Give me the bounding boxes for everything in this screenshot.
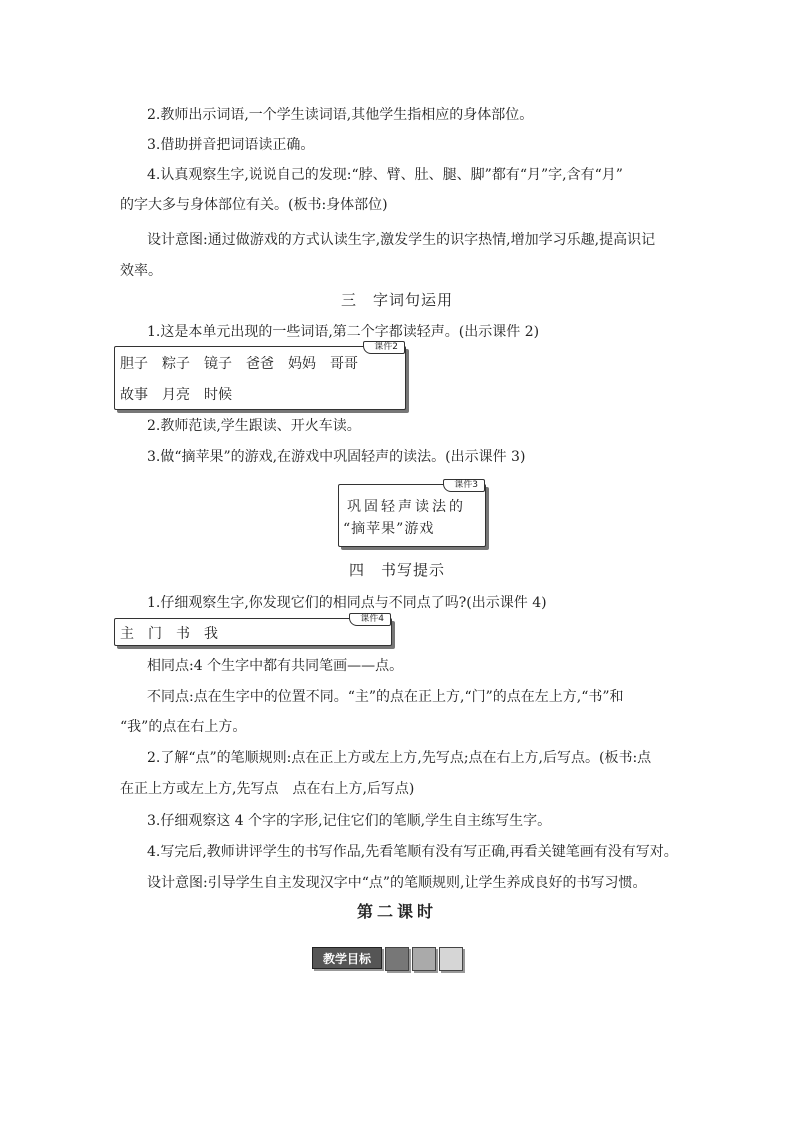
step-4-text-line1: 4.认真观察生字,说说自己的发现:“脖、臂、肚、腿、脚”都有“月”字,含有“月” <box>147 167 623 183</box>
step-2-text: 2.教师出示词语,一个学生读词语,其他学生指相应的身体部位。 <box>147 107 534 123</box>
diff-point-text-line2: “我”的点在右上方。 <box>120 719 247 735</box>
same-point-text: 相同点:4 个生字中都有共同笔画——点。 <box>147 658 404 674</box>
word-item: 镜子 <box>204 356 232 372</box>
step-4-text-line2: 的字大多与身体部位有关。(板书:身体部位) <box>120 197 388 213</box>
s3-step-3-text: 3.做“摘苹果”的游戏,在游戏中巩固轻声的读法。(出示课件 3) <box>147 449 526 465</box>
section-banner <box>312 947 463 969</box>
courseware-3-box <box>338 480 486 547</box>
s4-step-2-text-line2: 在正上方或左上方,先写点 点在右上方,后写点) <box>120 781 415 797</box>
word-item: 爸爸 <box>246 356 274 372</box>
courseware-3-tag: 课件3 <box>443 479 485 492</box>
banner-square-dark <box>385 947 409 971</box>
courseware-2-box <box>114 342 406 410</box>
word-item: 月亮 <box>162 387 190 403</box>
word-item: 妈妈 <box>288 356 316 372</box>
word-item: 时候 <box>204 387 232 403</box>
s4-design-intent-text: 设计意图:引导学生自主发现汉字中“点”的笔顺规则,让学生养成良好的书写习惯。 <box>147 875 647 891</box>
design-intent-text-line1: 设计意图:通过做游戏的方式认读生字,激发学生的识字热情,增加学习乐趣,提高识记 <box>147 232 656 248</box>
word-row-2 <box>120 384 246 404</box>
courseware-4-box <box>114 614 392 646</box>
word-item: 粽子 <box>162 356 190 372</box>
lesson-title: 第二课时 <box>356 902 437 921</box>
courseware-2-tag: 课件2 <box>363 341 405 354</box>
word-item: 哥哥 <box>330 356 358 372</box>
diff-point-text-line1: 不同点:点在生字中的位置不同。“主”的点在正上方,“门”的点在左上方,“书”和 <box>147 689 624 705</box>
courseware-3-line1: 巩固轻声读法的 <box>347 499 466 515</box>
word-item: 故事 <box>120 387 148 403</box>
step-3-text: 3.借助拼音把词语读正确。 <box>147 137 315 153</box>
word-item: 胆子 <box>120 356 148 372</box>
s4-step-3-text: 3.仔细观察这 4 个字的字形,记住它们的笔顺,学生自主练写生字。 <box>147 813 552 829</box>
s4-step-4-text: 4.写完后,教师讲评学生的书写作品,先看笔顺有没有写正确,再看关键笔画有没有写对。 <box>147 844 678 860</box>
banner-square-mid <box>412 947 436 971</box>
s3-step-2-text: 2.教师范读,学生跟读、开火车读。 <box>147 418 361 434</box>
s4-step-2-text-line1: 2.了解“点”的笔顺规则:点在正上方或左上方,先写点;点在右上方,后写点。(板书:点 <box>147 750 652 766</box>
courseware-4-tag: 课件4 <box>349 613 391 626</box>
design-intent-text-line2: 效率。 <box>120 263 162 279</box>
courseware-4-chars: 主 门 书 我 <box>120 626 218 642</box>
courseware-3-line2: “摘苹果”游戏 <box>343 521 435 537</box>
word-row-1 <box>120 353 372 373</box>
banner-square-light <box>439 947 463 971</box>
section-heading-4: 四 书写提示 <box>348 561 445 579</box>
section-heading-3: 三 字词句运用 <box>340 291 453 309</box>
s4-step-1-text: 1.仔细观察生字,你发现它们的相同点与不同点了吗?(出示课件 4) <box>147 595 547 611</box>
banner-label: 教学目标 <box>312 947 382 969</box>
s3-step-1-text: 1.这是本单元出现的一些词语,第二个字都读轻声。(出示课件 2) <box>147 324 540 340</box>
